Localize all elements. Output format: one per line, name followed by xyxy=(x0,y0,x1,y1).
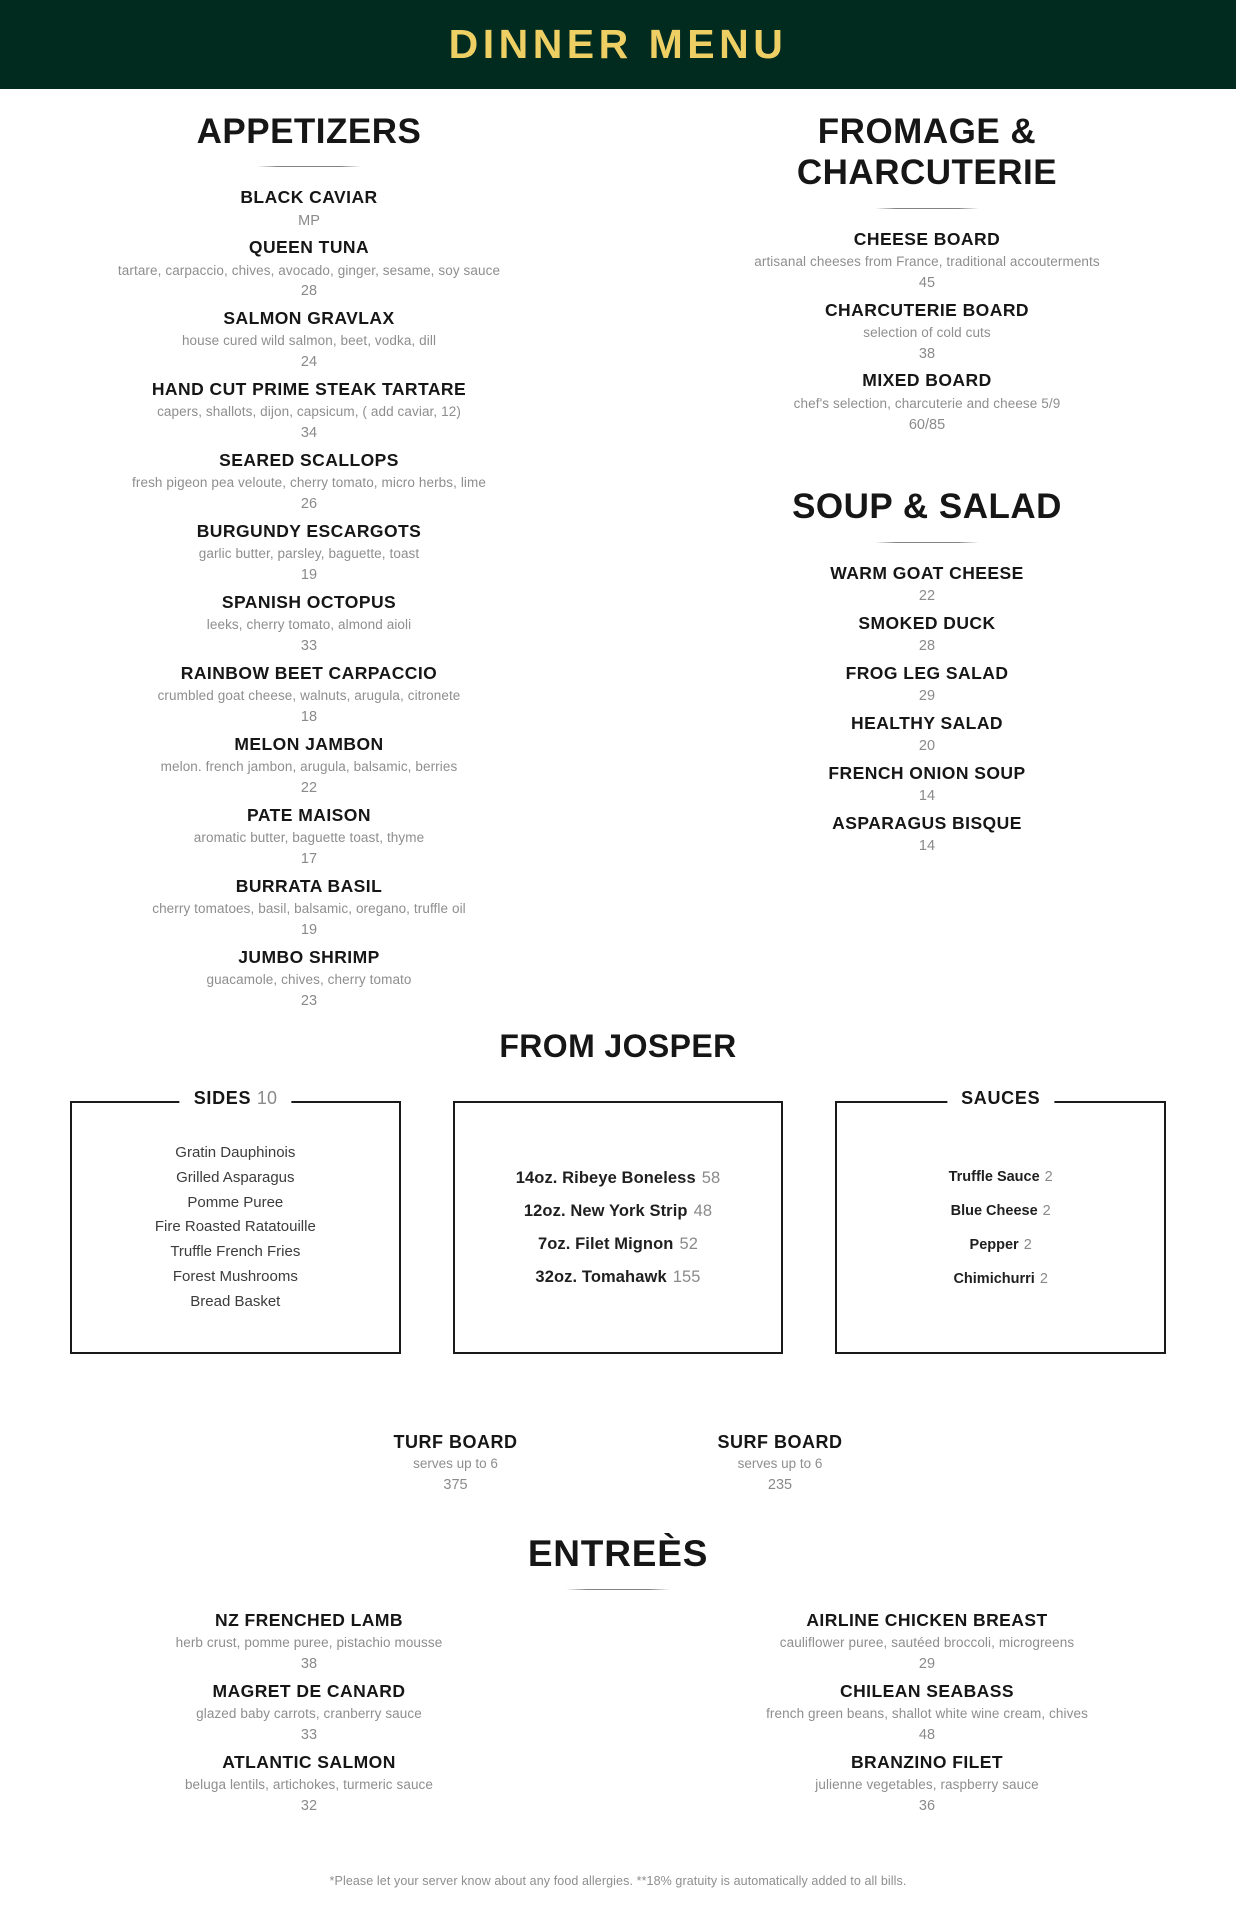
sides-box-title xyxy=(180,1088,291,1109)
menu-item-name: SEARED SCALLOPS xyxy=(219,450,399,471)
menu-item-price: 33 xyxy=(300,638,318,655)
menu-item-price: 17 xyxy=(300,850,318,867)
menu-item-name: MELON JAMBON xyxy=(234,733,384,754)
menu-item xyxy=(40,1678,578,1747)
menu-item-description: selection of cold cuts xyxy=(863,324,991,340)
fromage-list xyxy=(660,226,1194,437)
menu-item xyxy=(40,1607,578,1676)
fromage-heading-line2: CHARCUTERIE xyxy=(796,153,1058,193)
menu-item-name: BURRATA BASIL xyxy=(235,875,383,896)
steak-item-price: 52 xyxy=(679,1234,699,1253)
sauce-item-name: Chimichurri xyxy=(953,1271,1035,1287)
josper-boxes xyxy=(0,1088,1236,1354)
menu-item-name: JUMBO SHRIMP xyxy=(238,946,380,967)
special-board-description: serves up to 6 xyxy=(737,1456,823,1472)
menu-item-price: 28 xyxy=(918,637,936,654)
menu-item-price: 34 xyxy=(300,425,318,442)
menu-item-description: guacamole, chives, cherry tomato xyxy=(206,971,412,987)
upper-columns xyxy=(0,89,1236,1014)
menu-item-price: 45 xyxy=(918,274,936,291)
menu-item-name: SMOKED DUCK xyxy=(858,612,996,633)
page-title: DINNER MENU xyxy=(448,21,788,67)
menu-item-price: 14 xyxy=(918,837,936,854)
sauce-item-price: 2 xyxy=(1039,1271,1048,1287)
menu-item-name: CHARCUTERIE BOARD xyxy=(824,299,1030,320)
menu-item-description: melon. french jambon, arugula, balsamic, berries xyxy=(160,759,458,774)
menu-item xyxy=(658,1749,1196,1818)
menu-item-price: 29 xyxy=(918,687,936,704)
menu-item-name: HEALTHY SALAD xyxy=(850,712,1003,733)
steak-item-price: 48 xyxy=(693,1201,713,1220)
sauce-item-name: Truffle Sauce xyxy=(948,1168,1040,1185)
sides-box-wrapper xyxy=(70,1088,401,1354)
menu-item-name: CHEESE BOARD xyxy=(853,228,1001,249)
special-board-description: serves up to 6 xyxy=(413,1456,498,1472)
menu-item-price: 32 xyxy=(300,1797,318,1814)
steak-item-name: 12oz. New York Strip xyxy=(523,1201,688,1220)
divider-rule xyxy=(566,1589,670,1590)
entrees-left-list xyxy=(0,1607,618,1820)
menu-item-price: 19 xyxy=(300,567,318,584)
menu-item-description: french green beans, shallot white wine cream, chives xyxy=(766,1705,1088,1721)
menu-item-description: glazed baby carrots, cranberry sauce xyxy=(196,1705,422,1721)
menu-item-name: NZ FRENCHED LAMB xyxy=(214,1609,404,1630)
menu-item-description: tartare, carpaccio, chives, avocado, ginger, sesame, soy sauce xyxy=(117,262,501,278)
menu-item xyxy=(660,367,1194,436)
side-item: Gratin Dauphinois xyxy=(175,1143,296,1161)
sauce-item-price: 2 xyxy=(1042,1202,1051,1219)
menu-item xyxy=(42,234,576,303)
appetizers-section xyxy=(0,111,618,1014)
menu-item-price: MP xyxy=(298,212,320,229)
menu-item-description: leeks, cherry tomato, almond aioli xyxy=(206,617,412,633)
menu-item-price: 22 xyxy=(918,587,936,604)
menu-item xyxy=(658,1607,1196,1676)
menu-item-description: capers, shallots, dijon, capsicum, ( add caviar, 12) xyxy=(157,404,461,420)
special-board-price: 375 xyxy=(443,1477,468,1494)
steak-item xyxy=(535,1261,700,1294)
menu-item-name: FRENCH ONION SOUP xyxy=(828,762,1026,783)
menu-item xyxy=(42,731,576,800)
menu-item-name: BURGUNDY ESCARGOTS xyxy=(196,520,422,541)
menu-item-description: house cured wild salmon, beet, vodka, dill xyxy=(181,333,437,349)
sides-box xyxy=(70,1101,401,1354)
sides-title-price: 10 xyxy=(256,1088,277,1109)
menu-item-price: 19 xyxy=(300,921,318,938)
menu-item-name: RAINBOW BEET CARPACCIO xyxy=(180,662,438,683)
menu-item xyxy=(42,305,576,374)
menu-item xyxy=(42,518,576,587)
menu-item-description: julienne vegetables, raspberry sauce xyxy=(815,1776,1039,1792)
menu-item-price: 48 xyxy=(918,1726,936,1743)
special-board-name: SURF BOARD xyxy=(717,1432,843,1453)
side-item: Fire Roasted Ratatouille xyxy=(154,1218,316,1236)
entrees-columns xyxy=(0,1607,1236,1820)
menu-item-price: 38 xyxy=(918,345,936,362)
sauce-item xyxy=(953,1262,1047,1296)
menu-item-description: garlic butter, parsley, baguette, toast xyxy=(198,546,420,562)
special-boards-row xyxy=(0,1432,1236,1496)
steak-item xyxy=(524,1195,712,1228)
divider-rule xyxy=(875,542,979,543)
menu-item xyxy=(42,660,576,729)
page-banner xyxy=(0,0,1236,89)
menu-item-price: 18 xyxy=(300,709,318,725)
menu-item-description: cauliflower puree, sautéed broccoli, microgreens xyxy=(779,1635,1075,1651)
menu-item-description: artisanal cheeses from France, traditional accouterments xyxy=(754,253,1100,269)
menu-item xyxy=(42,376,576,445)
menu-item-name: BLACK CAVIAR xyxy=(240,187,378,208)
menu-item xyxy=(660,297,1194,366)
steak-item-name: 14oz. Ribeye Boneless xyxy=(515,1168,696,1187)
menu-item-price: 26 xyxy=(300,496,318,513)
steak-item xyxy=(538,1228,698,1261)
menu-item xyxy=(40,1749,578,1818)
soup-salad-list xyxy=(660,560,1194,858)
spacer xyxy=(660,438,1194,486)
special-board xyxy=(394,1432,518,1496)
menu-item-name: AIRLINE CHICKEN BREAST xyxy=(806,1609,1048,1630)
sauce-item xyxy=(951,1194,1051,1228)
right-column xyxy=(618,111,1236,1014)
menu-item xyxy=(42,589,576,658)
sauce-item-price: 2 xyxy=(1023,1236,1032,1253)
menu-item-price: 36 xyxy=(918,1797,936,1814)
steaks-box xyxy=(453,1101,784,1354)
menu-item-name: SALMON GRAVLAX xyxy=(223,308,395,329)
menu-item-name: ATLANTIC SALMON xyxy=(222,1751,396,1772)
side-item: Truffle French Fries xyxy=(170,1243,301,1261)
menu-item xyxy=(42,802,576,871)
menu-item-name: HAND CUT PRIME STEAK TARTARE xyxy=(151,379,467,400)
menu-item-price: 29 xyxy=(918,1655,936,1672)
menu-item-description: cherry tomatoes, basil, balsamic, oregano, truffle oil xyxy=(152,900,466,916)
menu-item-price: 38 xyxy=(300,1655,318,1672)
menu-item-price: 24 xyxy=(300,354,318,371)
side-item: Grilled Asparagus xyxy=(176,1168,295,1186)
steak-item-price: 58 xyxy=(701,1168,721,1187)
menu-item-price: 14 xyxy=(918,787,936,804)
fromage-heading xyxy=(660,111,1194,194)
menu-item xyxy=(660,810,1194,858)
menu-item-description: aromatic butter, baguette toast, thyme xyxy=(193,829,425,845)
steak-item-name: 7oz. Filet Mignon xyxy=(537,1234,674,1253)
steaks-box-wrapper xyxy=(453,1101,784,1354)
menu-item xyxy=(42,184,576,232)
menu-item-price: 22 xyxy=(300,779,318,796)
fromage-heading-line1: FROMAGE & xyxy=(817,112,1037,151)
special-board-price: 235 xyxy=(767,1477,793,1494)
menu-item xyxy=(42,873,576,942)
menu-item-description: herb crust, pomme puree, pistachio mousse xyxy=(175,1635,443,1651)
sauces-box-wrapper xyxy=(835,1088,1166,1354)
sauce-item-name: Pepper xyxy=(969,1236,1019,1253)
menu-item-price: 23 xyxy=(300,992,318,1009)
menu-item xyxy=(660,660,1194,708)
menu-item-price: 20 xyxy=(918,737,936,754)
menu-item-description: beluga lentils, artichokes, turmeric sauce xyxy=(184,1776,434,1792)
menu-item xyxy=(660,226,1194,295)
sauce-item xyxy=(949,1160,1053,1194)
menu-item-name: PATE MAISON xyxy=(247,804,371,825)
menu-item-price: 60/85 xyxy=(908,416,946,433)
menu-item-price: 28 xyxy=(300,283,318,300)
josper-heading: FROM JOSPER xyxy=(499,1028,737,1065)
menu-item xyxy=(42,944,576,1013)
special-board-name: TURF BOARD xyxy=(393,1432,518,1453)
entrees-right-list xyxy=(618,1607,1236,1820)
entrees-heading: ENTREÈS xyxy=(527,1532,709,1574)
menu-item-price: 33 xyxy=(300,1726,318,1743)
menu-item xyxy=(660,760,1194,808)
menu-item-name: ASPARAGUS BISQUE xyxy=(832,812,1022,833)
menu-item xyxy=(658,1678,1196,1747)
fromage-section xyxy=(660,111,1194,436)
sauce-item-name: Blue Cheese xyxy=(950,1202,1038,1219)
sauce-item xyxy=(970,1228,1032,1262)
soup-salad-heading: SOUP & SALAD xyxy=(792,487,1062,527)
menu-item xyxy=(660,560,1194,608)
menu-item-description: fresh pigeon pea veloute, cherry tomato, micro herbs, lime xyxy=(132,475,486,491)
side-item: Pomme Puree xyxy=(187,1193,284,1211)
sides-title-label: SIDES xyxy=(193,1088,252,1109)
steak-item-name: 32oz. Tomahawk xyxy=(535,1267,667,1286)
menu-item-name: QUEEN TUNA xyxy=(248,237,370,258)
menu-item-description: chef's selection, charcuterie and cheese 5/9 xyxy=(793,395,1061,411)
appetizers-list xyxy=(42,184,576,1012)
side-item: Bread Basket xyxy=(190,1293,281,1311)
menu-item-name: SPANISH OCTOPUS xyxy=(221,591,397,612)
steak-item xyxy=(516,1162,721,1195)
divider-rule xyxy=(257,166,361,167)
sauces-box xyxy=(835,1101,1166,1354)
menu-item-name: CHILEAN SEABASS xyxy=(840,1680,1014,1701)
menu-item-name: MIXED BOARD xyxy=(862,370,992,391)
menu-item xyxy=(42,447,576,516)
steak-item-price: 155 xyxy=(672,1267,701,1286)
menu-item-description: crumbled goat cheese, walnuts, arugula, citronete xyxy=(157,688,461,704)
special-board xyxy=(718,1432,843,1496)
menu-item-name: FROG LEG SALAD xyxy=(845,662,1009,683)
menu-item xyxy=(660,710,1194,758)
sauces-title-label: SAUCES xyxy=(961,1088,1041,1109)
sauces-box-title xyxy=(947,1088,1054,1109)
sauce-item-price: 2 xyxy=(1044,1168,1053,1185)
divider-rule xyxy=(875,208,979,209)
menu-item-name: WARM GOAT CHEESE xyxy=(830,562,1024,583)
menu-item xyxy=(660,610,1194,658)
soup-salad-section xyxy=(660,486,1194,857)
side-item: Forest Mushrooms xyxy=(172,1268,298,1286)
menu-item-name: BRANZINO FILET xyxy=(850,1751,1004,1772)
allergy-footnote: *Please let your server know about any food allergies. **18% gratuity is automatically added to all bills. xyxy=(329,1873,907,1888)
menu-item-name: MAGRET DE CANARD xyxy=(212,1680,406,1701)
appetizers-heading: APPETIZERS xyxy=(196,112,422,151)
